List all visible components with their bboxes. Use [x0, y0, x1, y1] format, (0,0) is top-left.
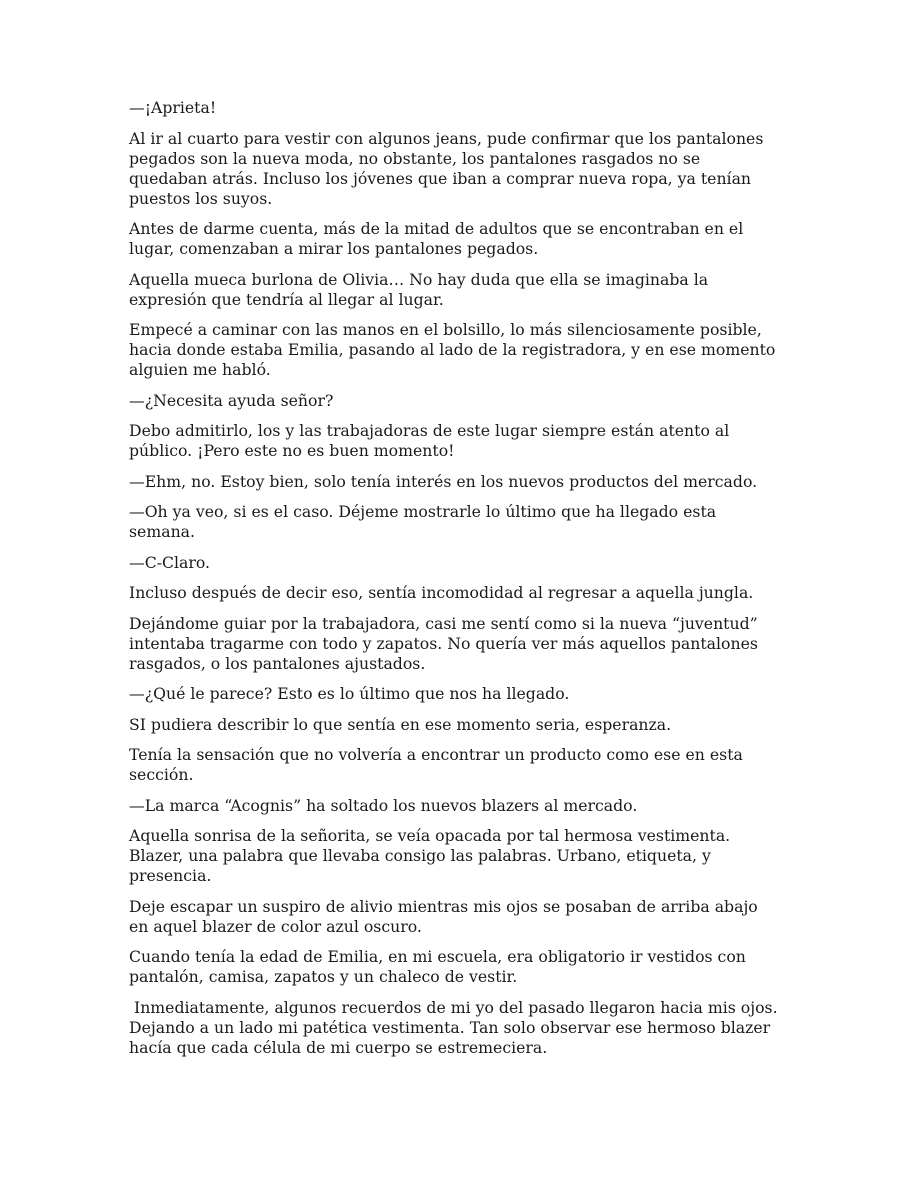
paragraph: Tenía la sensación que no volvería a encontrar un producto como ese en esta sección.	[129, 745, 743, 784]
paragraph: —¡Aprieta!	[129, 98, 217, 117]
paragraph: —Oh ya veo, si es el caso. Déjeme mostrarle lo último que ha llegado esta semana.	[129, 502, 717, 541]
paragraph: Dejándome guiar por la trabajadora, casi me sentí como si la nueva “juventud” intentaba tragarme con todo y zapatos. No quería ver más aquellos pantalones rasgados, o los pantalones ajustados.	[129, 613, 758, 673]
paragraph: —La marca “Acognis” ha soltado los nuevos blazers al mercado.	[129, 795, 638, 815]
paragraph: Debo admitirlo, los y las trabajadoras de este lugar siempre están atento al público. ¡Pero este no es buen momento!	[129, 421, 730, 460]
paragraph: —¿Necesita ayuda señor?	[129, 390, 334, 410]
paragraph: —¿Qué le parece? Esto es lo último que nos ha llegado.	[129, 684, 570, 703]
paragraph: Antes de darme cuenta, más de la mitad de adultos que se encontraban en el lugar, comenzaban a mirar los pantalones pegados.	[129, 219, 744, 258]
paragraph: Empecé a caminar con las manos en el bolsillo, lo más silenciosamente posible, hacia donde estaba Emilia, pasando al lado de la registradora, y en ese momento alguien me habló.	[129, 320, 776, 379]
paragraph: Cuando tenía la edad de Emilia, en mi escuela, era obligatorio ir vestidos con pantalón, camisa, zapatos y un chaleco de vestir.	[129, 947, 746, 986]
paragraph: SI pudiera describir lo que sentía en ese momento seria, esperanza.	[129, 714, 672, 734]
paragraph: Inmediatamente, algunos recuerdos de mi yo del pasado llegaron hacia mis ojos. Dejando a un lado mi patética vestimenta. Tan solo observar ese hermoso blazer hacía que cada célula de mi cuerpo se estremeciera.	[129, 997, 783, 1057]
paragraph: Aquella sonrisa de la señorita, se veía opacada por tal hermosa vestimenta. Blazer, una palabra que llevaba consigo las palabras. Urbano, etiqueta, y presencia.	[129, 826, 731, 885]
paragraph: Al ir al cuarto para vestir con algunos jeans, pude confirmar que los pantalones pegados son la nueva moda, no obstante, los pantalones rasgados no se quedaban atrás. Incluso los jóvenes que iban a comprar nueva ropa, ya tenían puestos los suyos.	[129, 128, 764, 208]
paragraph: Deje escapar un suspiro de alivio mientras mis ojos se posaban de arriba abajo en aquel blazer de color azul oscuro.	[129, 896, 758, 936]
paragraph: Incluso después de decir eso, sentía incomodidad al regresar a aquella jungla.	[129, 583, 754, 602]
paragraph: —C-Claro.	[129, 552, 211, 572]
paragraph: Aquella mueca burlona de Olivia… No hay duda que ella se imaginaba la expresión que tendría al llegar al lugar.	[129, 269, 709, 309]
document-page	[129, 98, 781, 1068]
paragraph: —Ehm, no. Estoy bien, solo tenía interés en los nuevos productos del mercado.	[129, 471, 758, 491]
